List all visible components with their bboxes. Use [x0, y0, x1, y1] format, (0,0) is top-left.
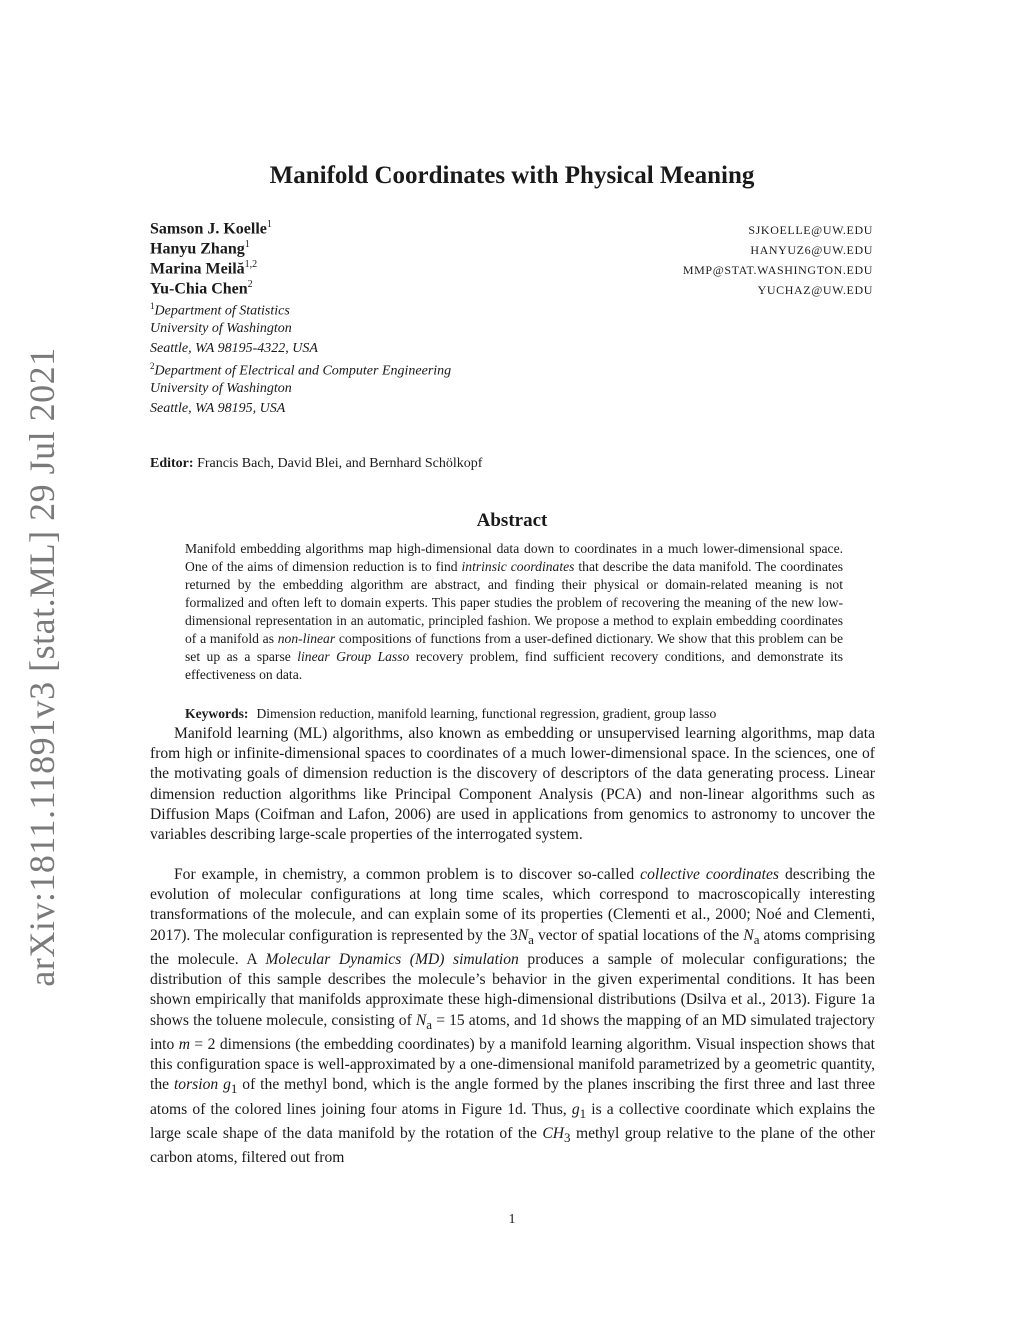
editor-line: Editor: Francis Bach, David Blei, and Bernhard Schölkopf [150, 456, 483, 471]
abstract-heading: Abstract [476, 510, 548, 531]
affiliation-line: Seattle, WA 98195-4322, USA [150, 341, 318, 356]
affiliation-line: $^1$Department of Statistics [150, 301, 290, 319]
author-name: Yu-Chia Chen$^2$ [150, 279, 253, 298]
author-email: HANYUZ6@UW.EDU [750, 243, 873, 257]
affiliation-line: University of Washington [150, 381, 292, 396]
page-number: 1 [508, 1212, 516, 1227]
arxiv-identifier: arXiv:1811.11891v3 [stat.ML] 29 Jul 2021 [22, 347, 62, 987]
author-name: Marina Meilă$^{1,2}$ [150, 259, 258, 278]
author-email: MMP@STAT.WASHINGTON.EDU [682, 263, 873, 277]
keywords-line: Keywords: Dimension reduction, manifold learning, functional regression, gradient, group lasso [185, 706, 717, 721]
affiliation-line: $^2$Department of Electrical and Computer Engineering [150, 361, 452, 379]
affiliation-line: Seattle, WA 98195, USA [150, 401, 286, 416]
abstract-body: Manifold embedding algorithms map high-dimensional data down to coordinates in a much lower-dimensional space. One of the aims of dimension reduction is to find intrinsic coordinates that describe the data manifold. The coordinates returned by the embedding algorithm are abstract, and finding their physical or domain-related meaning is not formalized and often left to domain experts. This paper studies the problem of recovering the meaning of the new low-dimensional representation in an automatic, principled fashion. We propose a method to explain embedding coordinates of a manifold as non-linear compositions of functions from a user-defined dictionary. We show that this problem can be set up as a sparse linear Group Lasso recovery problem, find sufficient recovery conditions, and demonstrate its effectiveness on data. [185, 541, 844, 682]
arxiv-sidebar-stamp [20, 347, 64, 987]
paper-title: Manifold Coordinates with Physical Meaning [269, 162, 755, 189]
body-paragraph: Manifold learning (ML) algorithms, also known as embedding or unsupervised learning algorithms, map data from high or infinite-dimensional spaces to coordinates of a much lower-dimensional space. In the sciences, one of the motivating goals of dimension reduction is the discovery of descriptors of the data generating process. Linear dimension reduction algorithms like Principal Component Analysis (PCA) and non-linear algorithms such as Diffusion Maps (Coifman and Lafon, 2006) are used in applications from genomics to astronomy to uncover the variables describing large-scale properties of the interrogated system. [150, 725, 875, 844]
author-name: Hanyu Zhang$^1$ [150, 239, 250, 258]
body-paragraph: For example, in chemistry, a common problem is to discover so-called collective coordinates describing the evolution of molecular configurations at long time scales, which correspond to macroscopically interesting transformations of the molecule, and can explain some of its properties (Clementi et al., 2000; Noé and Clementi, 2017). The molecular configuration is represented by the $3N_a$ vector of spatial locations of the $N_a$ atoms comprising the molecule. A Molecular Dynamics (MD) simulation produces a sample of molecular configurations; the distribution of this sample describes the molecule’s behavior in the given experimental conditions. It has been shown empirically that manifolds approximate these high-dimensional distributions (Dsilva et al., 2013). Figure 1a shows the toluene molecule, consisting of $N_a = 15$ atoms, and 1d shows the mapping of an MD simulated trajectory into m = 2 dimensions (the embedding coordinates) by a manifold learning algorithm. Visual inspection shows that this configuration space is well-approximated by a one-dimensional manifold parametrized by a geometric quantity, the torsion $g_1$ of the methyl bond, which is the angle formed by the planes inscribing the first three and last three atoms of the colored lines joining four atoms in Figure 1d. Thus, $g_1$ is a collective coordinate which explains the large scale shape of the data manifold by the rotation of the $CH_3$ methyl group relative to the plane of the other carbon atoms, filtered out from [150, 866, 876, 1167]
author-name: Samson J. Koelle$^1$ [150, 219, 272, 238]
author-email: YUCHAZ@UW.EDU [757, 283, 873, 297]
affiliation-line: University of Washington [150, 321, 292, 336]
author-email: SJKOELLE@UW.EDU [748, 223, 873, 237]
